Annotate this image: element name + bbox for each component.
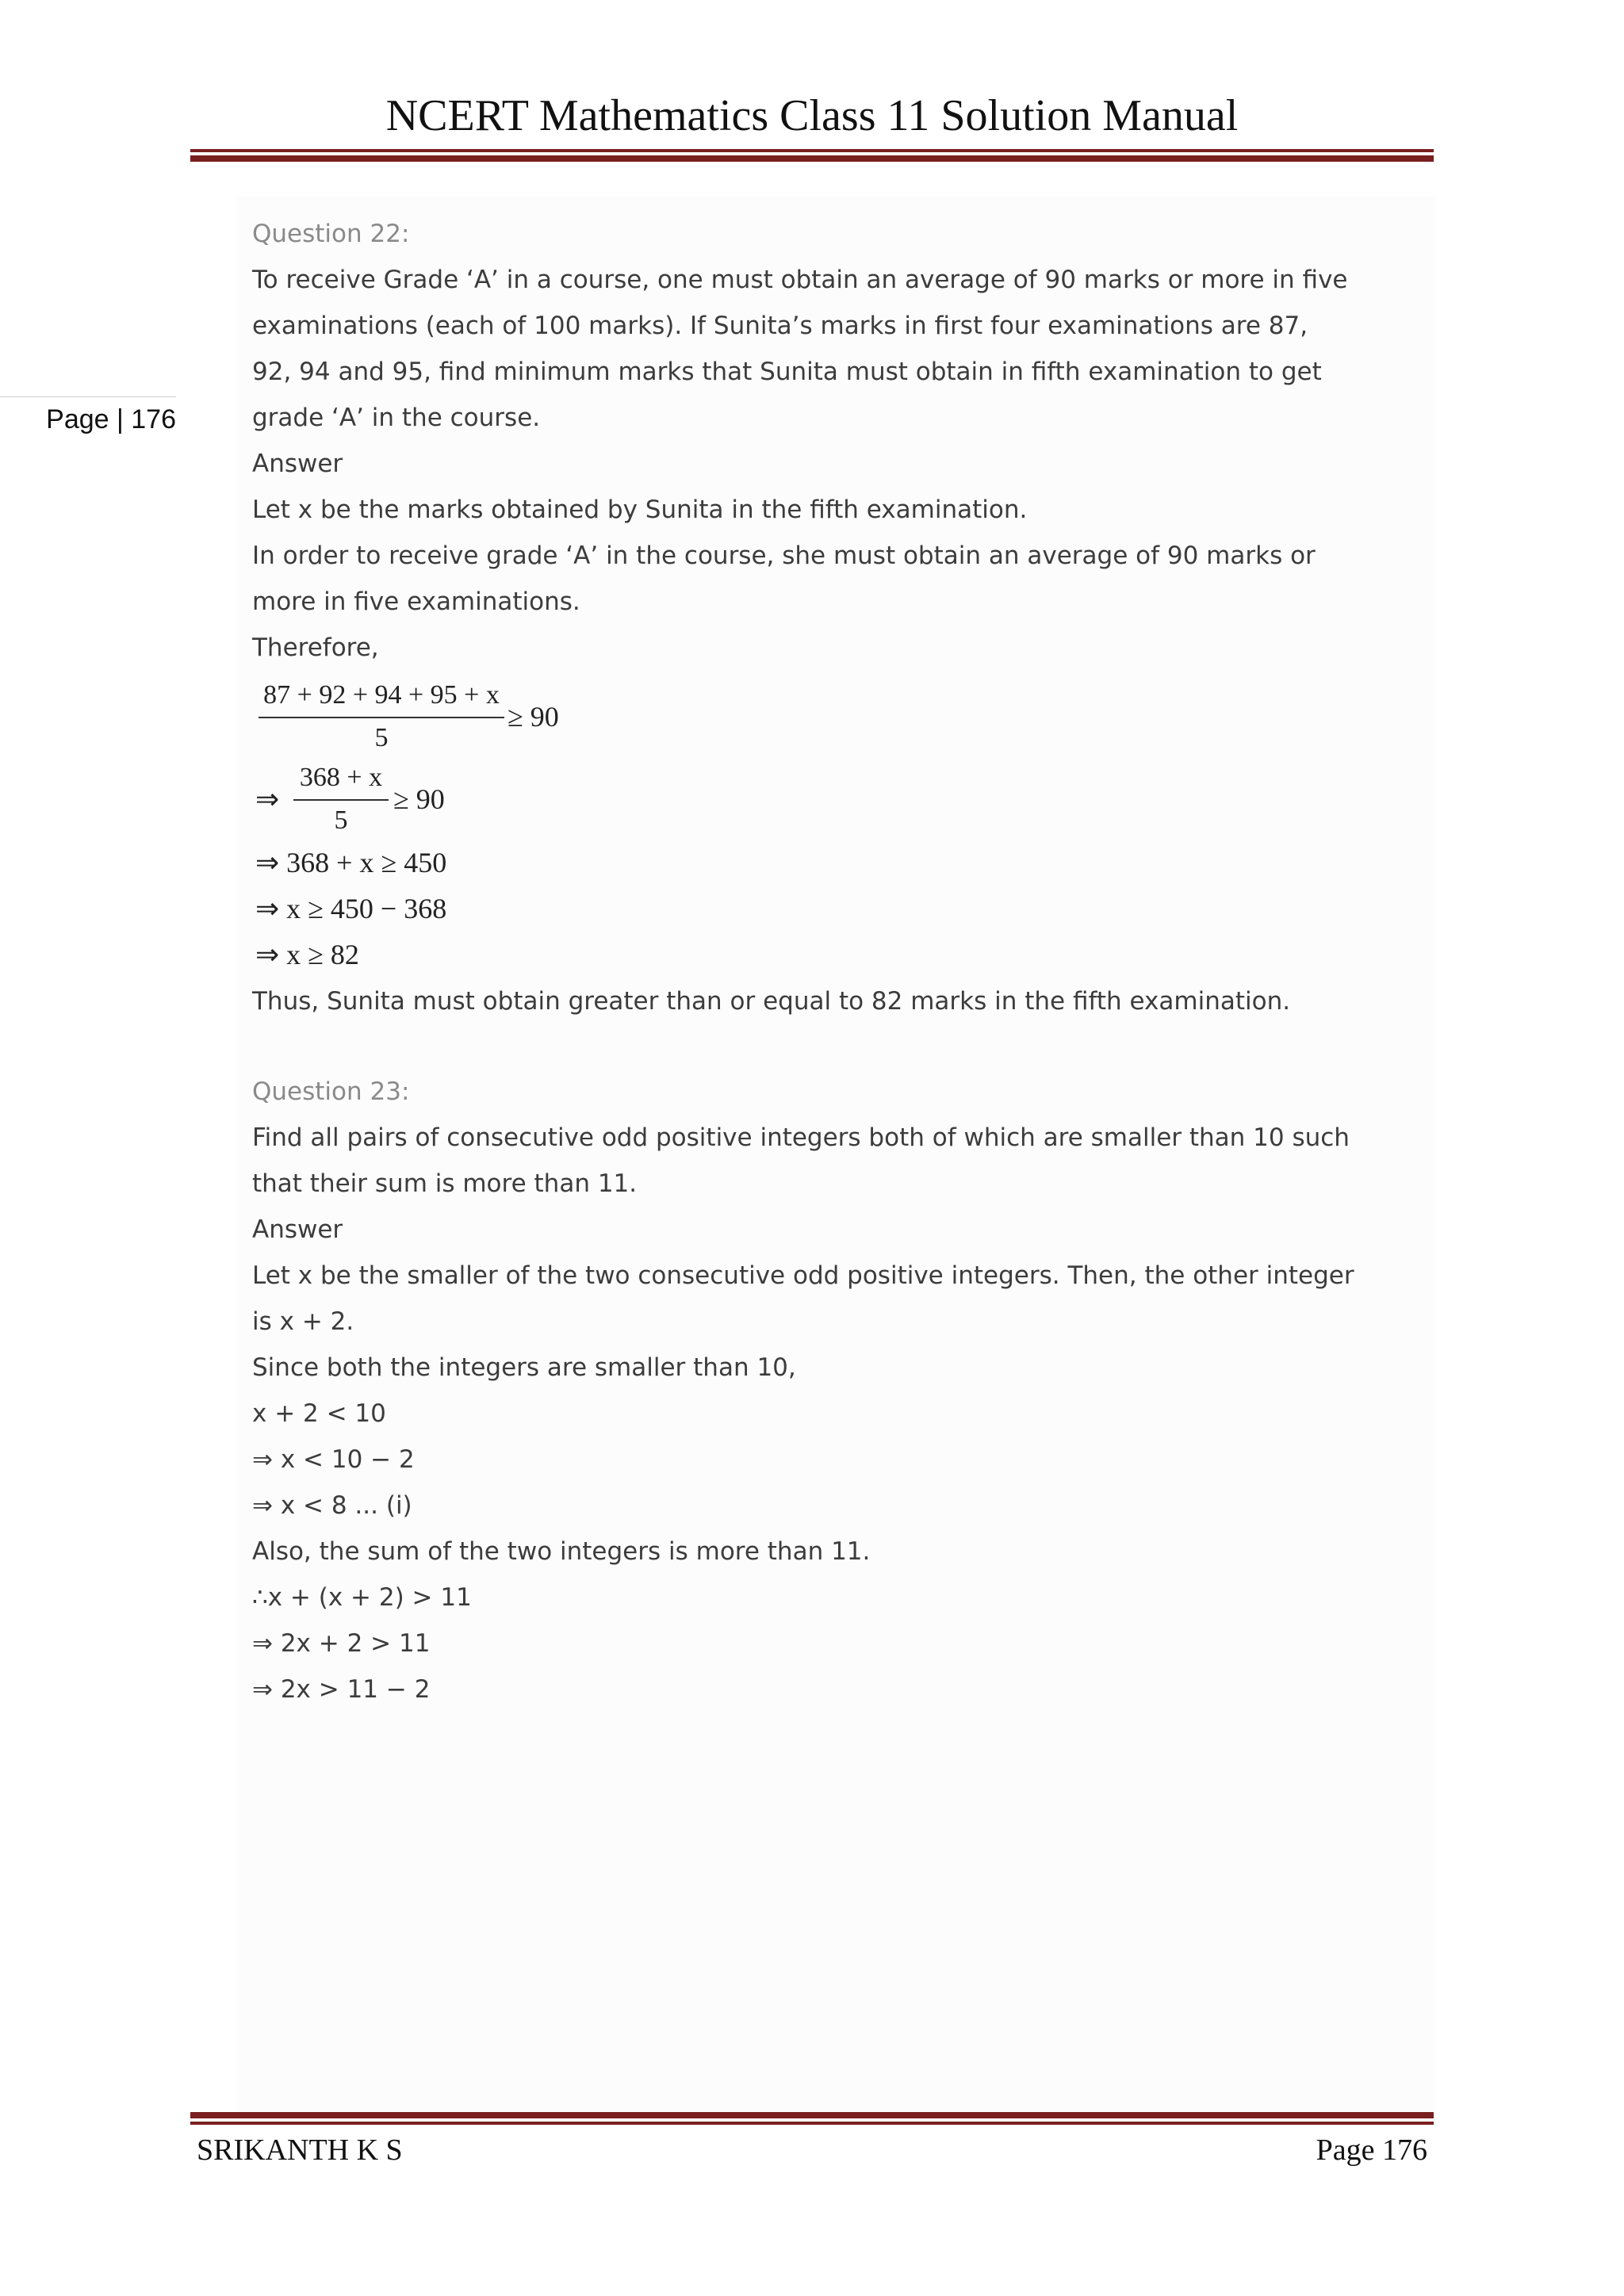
question-22-text-line: To receive Grade ‘A’ in a course, one must obtain an average of 90 marks or more in five bbox=[252, 266, 1348, 294]
answer-label: Answer bbox=[252, 1215, 343, 1244]
solution-line: Since both the integers are smaller than 10, bbox=[252, 1353, 796, 1382]
header-rule-thick bbox=[190, 155, 1434, 162]
equation-fraction-1 bbox=[259, 680, 512, 760]
solution-line: Let x be the marks obtained by Sunita in the fifth examination. bbox=[252, 496, 1028, 524]
equation-fraction-2 bbox=[293, 763, 396, 842]
solution-line: Also, the sum of the two integers is more than 11. bbox=[252, 1537, 871, 1566]
fraction-bar bbox=[293, 799, 389, 801]
solution-line: ⇒ 2x > 11 − 2 bbox=[252, 1675, 431, 1704]
solution-line: x + 2 < 10 bbox=[252, 1399, 386, 1428]
footer-rule-thick bbox=[190, 2112, 1434, 2118]
side-divider bbox=[0, 396, 176, 397]
fraction-bar bbox=[259, 717, 504, 718]
solution-line: ⇒ x < 8 ... (i) bbox=[252, 1491, 412, 1520]
page-header-title: NCERT Mathematics Class 11 Solution Manual bbox=[385, 91, 1239, 140]
solution-line: Therefore, bbox=[252, 633, 379, 662]
question-23-text-line: that their sum is more than 11. bbox=[252, 1169, 638, 1198]
footer-rule-thin bbox=[190, 2122, 1434, 2125]
fraction-numerator: 87 + 92 + 94 + 95 + x bbox=[263, 680, 500, 710]
header-rule-thin bbox=[190, 149, 1434, 152]
question-23-heading: Question 23: bbox=[252, 1077, 410, 1106]
fraction-denominator: 5 bbox=[334, 806, 348, 835]
question-22-text-line: examinations (each of 100 marks). If Sunita’s marks in first four examinations are 87, bbox=[252, 312, 1308, 340]
fraction-denominator: 5 bbox=[374, 723, 389, 752]
fraction-numerator: 368 + x bbox=[299, 763, 383, 792]
equation-step: ⇒ x ≥ 450 − 368 bbox=[255, 893, 447, 924]
equation-step: ⇒ x ≥ 82 bbox=[255, 939, 359, 970]
answer-label: Answer bbox=[252, 450, 343, 478]
solution-line: more in five examinations. bbox=[252, 587, 580, 616]
solution-line: Let x be the smaller of the two consecutive odd positive integers. Then, the other integer bbox=[252, 1261, 1354, 1290]
question-22-text-line: 92, 94 and 95, find minimum marks that Sunita must obtain in fifth examination to get bbox=[252, 358, 1322, 386]
solution-line: is x + 2. bbox=[252, 1307, 354, 1336]
scanned-content-area bbox=[236, 197, 1435, 2114]
solution-line: ∴x + (x + 2) > 11 bbox=[252, 1583, 472, 1612]
solution-line: ⇒ 2x + 2 > 11 bbox=[252, 1629, 431, 1658]
equation-rhs: ≥ 90 bbox=[508, 701, 559, 733]
footer-page-number: Page 176 bbox=[1316, 2133, 1427, 2167]
implies-symbol: ⇒ bbox=[255, 783, 280, 815]
solution-line: ⇒ x < 10 − 2 bbox=[252, 1445, 415, 1474]
equation-step: ⇒ 368 + x ≥ 450 bbox=[255, 847, 447, 878]
side-page-label: Page | 176 bbox=[46, 404, 176, 434]
question-22-text-line: grade ‘A’ in the course. bbox=[252, 404, 541, 432]
solution-line: In order to receive grade ‘A’ in the course, she must obtain an average of 90 marks or bbox=[252, 541, 1316, 570]
question-23-text-line: Find all pairs of consecutive odd positive integers both of which are smaller than 10 such bbox=[252, 1123, 1350, 1152]
footer-author: SRIKANTH K S bbox=[197, 2133, 403, 2167]
question-22-heading: Question 22: bbox=[252, 220, 410, 248]
conclusion-line: Thus, Sunita must obtain greater than or equal to 82 marks in the fifth examination. bbox=[252, 987, 1291, 1016]
equation-rhs: ≥ 90 bbox=[393, 783, 445, 815]
